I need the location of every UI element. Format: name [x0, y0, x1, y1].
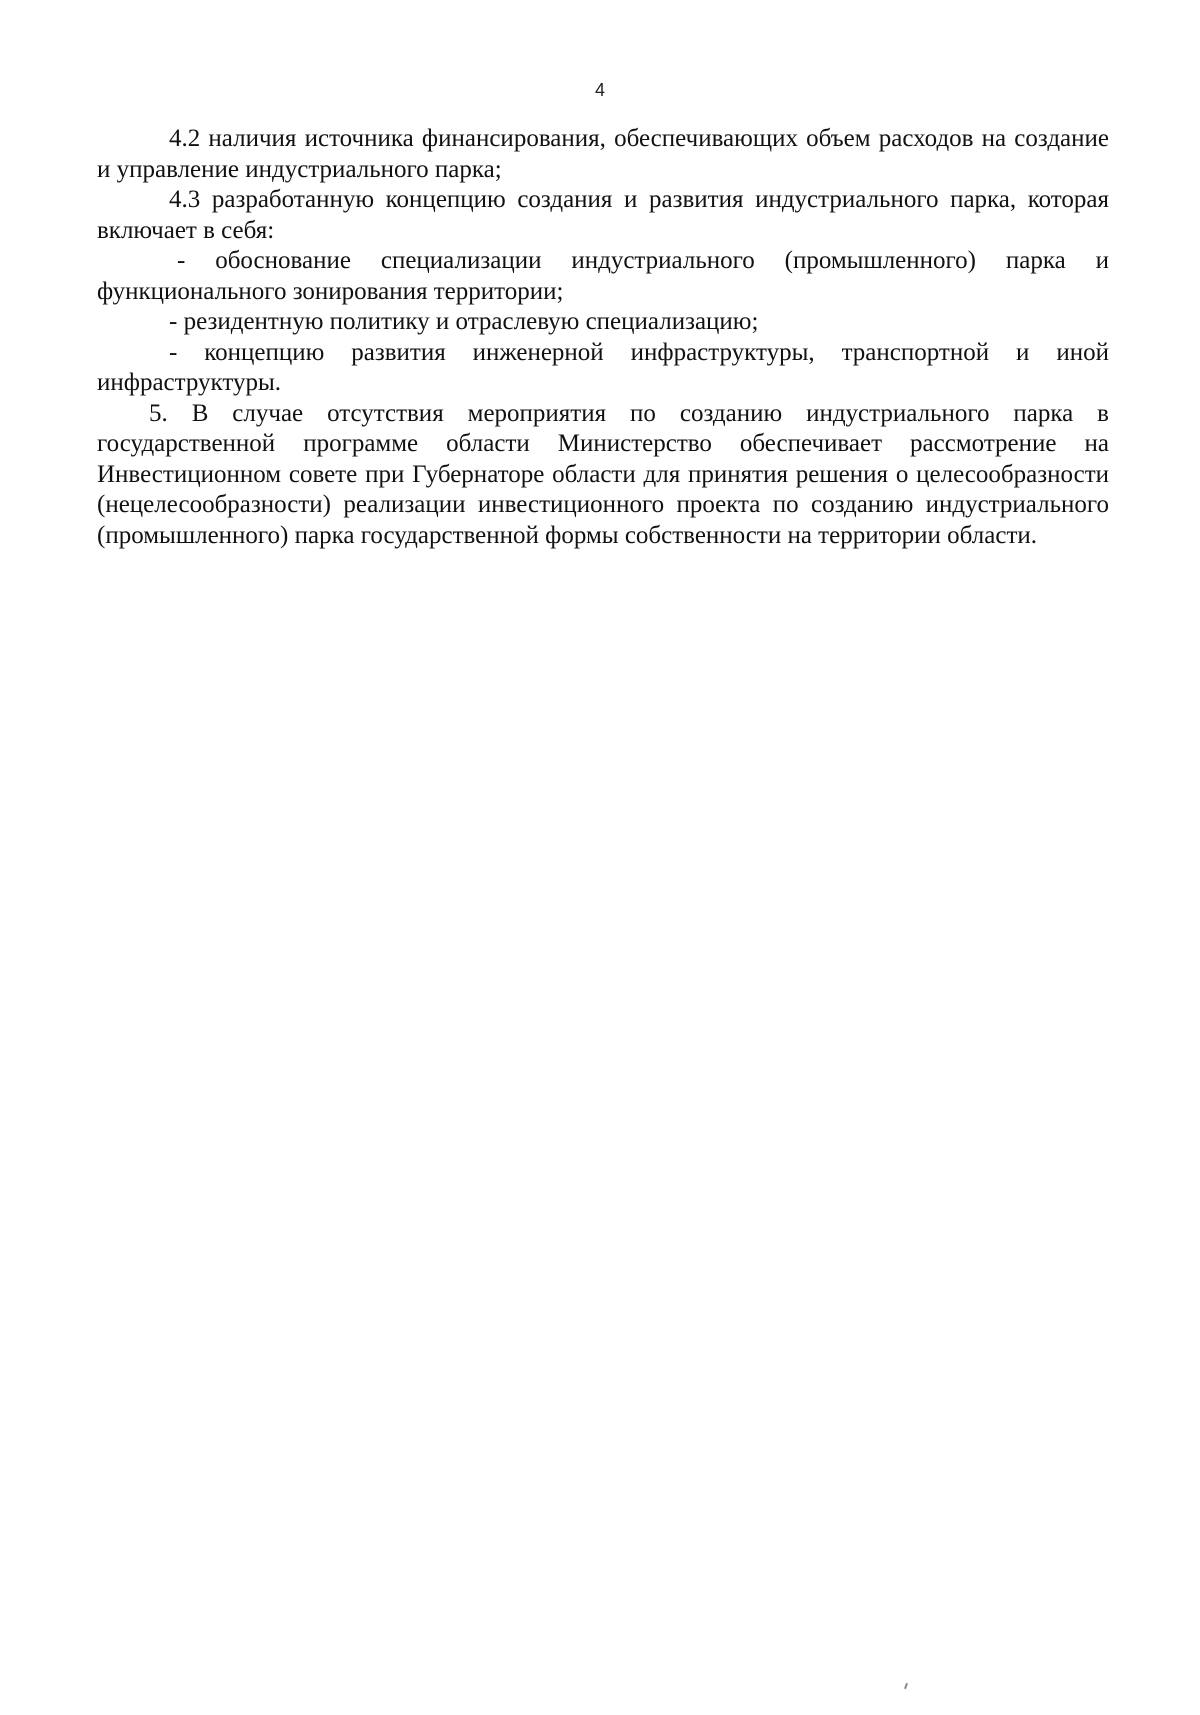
bullet-infrastructure: - концепцию развития инженерной инфраструктуры, транспортной и иной инфраструктуры. [97, 338, 1109, 396]
paragraph-4-2: 4.2 наличия источника финансирования, обеспечивающих объем расходов на создание и управление индустриального парка; [97, 125, 1109, 183]
paragraph-5: 5. В случае отсутствия мероприятия по созданию индустриального парка в государственной программе области Министерство обеспечивает рассмотрение на Инвестиционном совете при Губернаторе области для принятия решения о целесообразности (нецелесообразности) реализации инвестиционного проекта по созданию индустриального (промышленного) парка государственной формы собственности на территории области. [97, 399, 1109, 549]
bullet-resident-policy: - резидентную политику и отраслевую специализацию; [169, 308, 759, 335]
bullet-specialization: - обоснование специализации индустриального (промышленного) парка и функционального зонирования территории; [97, 247, 1109, 305]
scan-speck [904, 1683, 908, 1689]
document-body [97, 124, 1109, 551]
page-number: 4 [594, 80, 605, 100]
paragraph-4-3: 4.3 разработанную концепцию создания и развития индустриального парка, которая включает в себя: [97, 186, 1109, 244]
